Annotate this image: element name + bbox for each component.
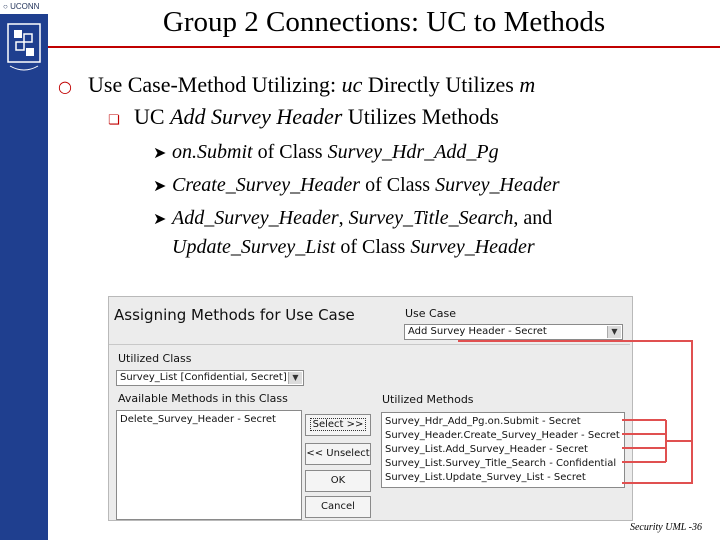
list-item[interactable]: Survey_Hdr_Add_Pg.on.Submit - Secret [385, 416, 581, 427]
class-name: Survey_Header [435, 174, 560, 196]
chevron-down-icon[interactable]: ▼ [288, 372, 302, 384]
list-item[interactable]: Survey_List.Update_Survey_List - Secret [385, 472, 586, 483]
dialog-title: Assigning Methods for Use Case [114, 306, 355, 324]
ok-button-label: OK [330, 475, 346, 486]
method-name: Add_Survey_Header [172, 207, 339, 229]
use-case-value: Add Survey Header - Secret [408, 326, 547, 337]
method-name: Update_Survey_List [172, 236, 336, 258]
method-name: Survey_Title_Search [348, 207, 514, 229]
slide-footer: Security UML -36 [629, 522, 702, 533]
select-button-label: Select >> [312, 419, 364, 430]
bullet-2-suffix: Utilizes Methods [342, 104, 499, 129]
use-case-label: Use Case [405, 307, 456, 320]
org-label: UCONN [10, 2, 40, 11]
utilized-class-value: Survey_List [Confidential, Secret] [120, 372, 287, 383]
utilized-methods-label: Utilized Methods [382, 393, 474, 406]
method-name: Create_Survey_Header [172, 174, 361, 196]
method-name: on.Submit [172, 141, 253, 163]
arrow-bullet-icon: ➤ [153, 143, 167, 162]
list-item[interactable]: Survey_List.Survey_Title_Search - Confidential [385, 458, 617, 469]
of-class-text: of Class [335, 236, 411, 258]
arrow-bullet-icon: ➤ [153, 209, 167, 228]
utilized-class-label: Utilized Class [118, 352, 192, 365]
of-class-text: of Class [360, 174, 436, 196]
page-title: Group 2 Connections: UC to Methods [162, 6, 606, 38]
class-name: Survey_Header [410, 236, 535, 258]
bullet-2-usecase: Add Survey Header [170, 104, 343, 129]
bullet-2-prefix: UC [134, 104, 171, 129]
bullet-1-mid: Directly Utilizes [362, 72, 520, 97]
separator-text: , and [513, 207, 553, 229]
available-methods-label: Available Methods in this Class [118, 392, 288, 405]
list-item[interactable]: Delete_Survey_Header - Secret [120, 414, 276, 425]
list-item[interactable]: Survey_List.Add_Survey_Header - Secret [385, 444, 588, 455]
bullet-1-m: m [519, 72, 536, 97]
circle-bullet-icon: ○ [58, 77, 72, 96]
bullet-1-uc: uc [341, 72, 363, 97]
arrow-bullet-icon: ➤ [153, 176, 167, 195]
square-bullet-icon: ❏ [108, 113, 120, 128]
unselect-button-label: << Unselect [306, 448, 370, 459]
separator-text: , [338, 207, 349, 229]
chevron-down-icon[interactable]: ▼ [607, 326, 621, 338]
class-name: Survey_Hdr_Add_Pg [327, 141, 499, 163]
bullet-1-text: Use Case-Method Utilizing: [88, 72, 342, 97]
list-item[interactable]: Survey_Header.Create_Survey_Header - Secret [385, 430, 620, 441]
cancel-button-label: Cancel [321, 501, 355, 512]
org-icon: ○ [3, 2, 8, 11]
of-class-text: of Class [252, 141, 328, 163]
